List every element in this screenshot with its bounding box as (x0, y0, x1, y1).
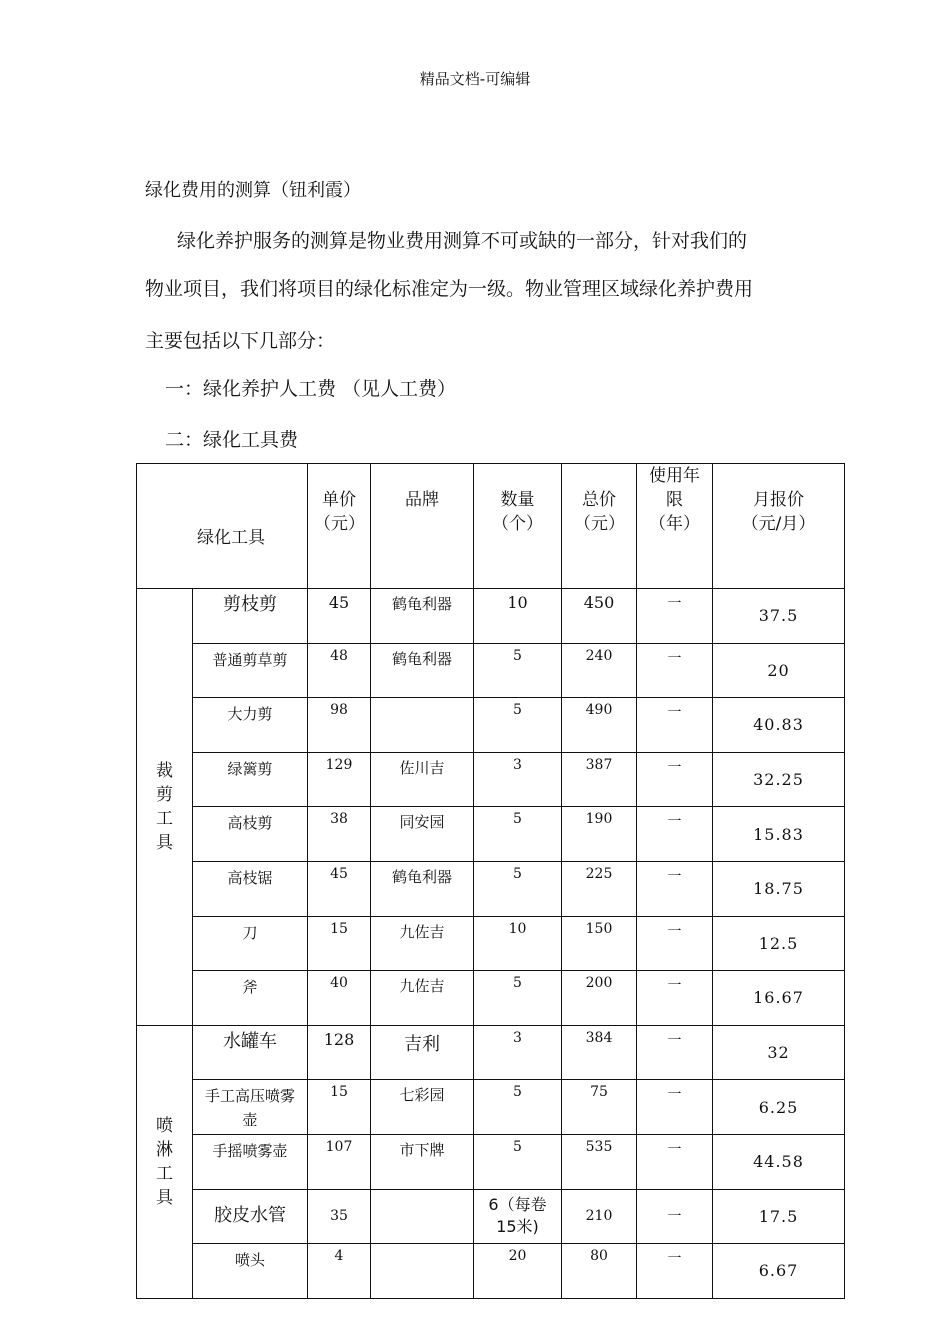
header-total: 总价（元） (562, 464, 637, 589)
tool-name: 手摇喷雾壶 (193, 1134, 308, 1189)
doc-title: 绿化费用的测算（钮利霞） (145, 180, 361, 201)
quantity: 5 (474, 698, 562, 753)
total-price: 450 (562, 589, 637, 644)
paragraph-line-3: 主要包括以下几部分： (145, 330, 336, 352)
monthly-price: 32 (713, 1025, 845, 1080)
brand (371, 1244, 474, 1299)
paragraph-line-2: 物业项目，我们将项目的绿化标准定为一级。物业管理区域绿化养护费用 (145, 278, 754, 300)
unit-price: 38 (308, 807, 371, 862)
category-pruning-label: 裁剪工具 (156, 760, 173, 853)
tool-name: 胶皮水管 (193, 1189, 308, 1244)
total-price: 490 (562, 698, 637, 753)
quantity: 3 (474, 1025, 562, 1080)
tool-name: 绿篱剪 (193, 752, 308, 807)
section-heading-labor: 一：绿化养护人工费 （见人工费） (165, 378, 457, 400)
tool-name: 水罐车 (193, 1025, 308, 1080)
lifespan: 一 (637, 1025, 713, 1080)
brand (371, 698, 474, 753)
tool-name: 斧 (193, 971, 308, 1026)
monthly-price: 17.5 (713, 1189, 845, 1244)
quantity: 20 (474, 1244, 562, 1299)
header-brand: 品牌 (371, 464, 474, 589)
monthly-price: 6.25 (713, 1080, 845, 1135)
category-pruning (137, 589, 193, 1026)
lifespan: 一 (637, 589, 713, 644)
lifespan: 一 (637, 1134, 713, 1189)
tool-name: 喷头 (193, 1244, 308, 1299)
monthly-price: 16.67 (713, 971, 845, 1026)
lifespan: 一 (637, 807, 713, 862)
quantity: 6（每卷15米) (474, 1189, 562, 1244)
brand: 九佐吉 (371, 971, 474, 1026)
tool-name: 刀 (193, 916, 308, 971)
unit-price: 45 (308, 589, 371, 644)
monthly-price: 32.25 (713, 752, 845, 807)
tool-name: 高枝剪 (193, 807, 308, 862)
tool-name: 大力剪 (193, 698, 308, 753)
total-price: 225 (562, 861, 637, 916)
category-spraying-label: 喷淋工具 (156, 1115, 173, 1208)
total-price: 200 (562, 971, 637, 1026)
lifespan: 一 (637, 1244, 713, 1299)
brand (371, 1189, 474, 1244)
category-spraying (137, 1025, 193, 1298)
quantity: 5 (474, 971, 562, 1026)
tool-name: 普通剪草剪 (193, 643, 308, 698)
total-price: 240 (562, 643, 637, 698)
tool-cost-table (136, 463, 845, 1299)
quantity: 3 (474, 752, 562, 807)
page-header: 精品文档-可编辑 (419, 70, 531, 88)
lifespan: 一 (637, 971, 713, 1026)
monthly-price: 40.83 (713, 698, 845, 753)
unit-price: 40 (308, 971, 371, 1026)
total-price: 80 (562, 1244, 637, 1299)
brand: 鹤龟利器 (371, 861, 474, 916)
unit-price: 45 (308, 861, 371, 916)
unit-price: 4 (308, 1244, 371, 1299)
quantity: 5 (474, 861, 562, 916)
monthly-price: 6.67 (713, 1244, 845, 1299)
quantity: 10 (474, 589, 562, 644)
brand: 鹤龟利器 (371, 643, 474, 698)
section-heading-tools: 二：绿化工具费 (165, 429, 299, 451)
monthly-price: 18.75 (713, 861, 845, 916)
brand: 佐川吉 (371, 752, 474, 807)
lifespan: 一 (637, 861, 713, 916)
monthly-price: 12.5 (713, 916, 845, 971)
lifespan: 一 (637, 752, 713, 807)
unit-price: 15 (308, 916, 371, 971)
unit-price: 129 (308, 752, 371, 807)
quantity: 5 (474, 807, 562, 862)
tool-name: 手工高压喷雾壶 (193, 1080, 308, 1135)
total-price: 150 (562, 916, 637, 971)
unit-price: 98 (308, 698, 371, 753)
monthly-price: 44.58 (713, 1134, 845, 1189)
monthly-price: 37.5 (713, 589, 845, 644)
header-lifespan: 使用年限（年） (637, 464, 713, 589)
tool-name: 剪枝剪 (193, 589, 308, 644)
tool-name: 高枝锯 (193, 861, 308, 916)
brand: 吉利 (371, 1025, 474, 1080)
quantity: 5 (474, 1080, 562, 1135)
quantity: 10 (474, 916, 562, 971)
lifespan: 一 (637, 1189, 713, 1244)
brand: 同安园 (371, 807, 474, 862)
total-price: 190 (562, 807, 637, 862)
lifespan: 一 (637, 698, 713, 753)
unit-price: 48 (308, 643, 371, 698)
header-tool: 绿化工具 (137, 464, 308, 589)
quantity: 5 (474, 643, 562, 698)
brand: 七彩园 (371, 1080, 474, 1135)
total-price: 75 (562, 1080, 637, 1135)
total-price: 387 (562, 752, 637, 807)
total-price: 535 (562, 1134, 637, 1189)
header-monthly: 月报价（元/月） (713, 464, 845, 589)
total-price: 384 (562, 1025, 637, 1080)
monthly-price: 20 (713, 643, 845, 698)
lifespan: 一 (637, 1080, 713, 1135)
header-quantity: 数量（个） (474, 464, 562, 589)
monthly-price: 15.83 (713, 807, 845, 862)
paragraph-line-1: 绿化养护服务的测算是物业费用测算不可或缺的一部分，针对我们的 (177, 230, 748, 252)
unit-price: 107 (308, 1134, 371, 1189)
lifespan: 一 (637, 916, 713, 971)
lifespan: 一 (637, 643, 713, 698)
unit-price: 128 (308, 1025, 371, 1080)
unit-price: 15 (308, 1080, 371, 1135)
total-price: 210 (562, 1189, 637, 1244)
brand: 市下牌 (371, 1134, 474, 1189)
quantity: 5 (474, 1134, 562, 1189)
unit-price: 35 (308, 1189, 371, 1244)
brand: 九佐吉 (371, 916, 474, 971)
header-unit-price: 单价（元） (308, 464, 371, 589)
brand: 鹤龟利器 (371, 589, 474, 644)
